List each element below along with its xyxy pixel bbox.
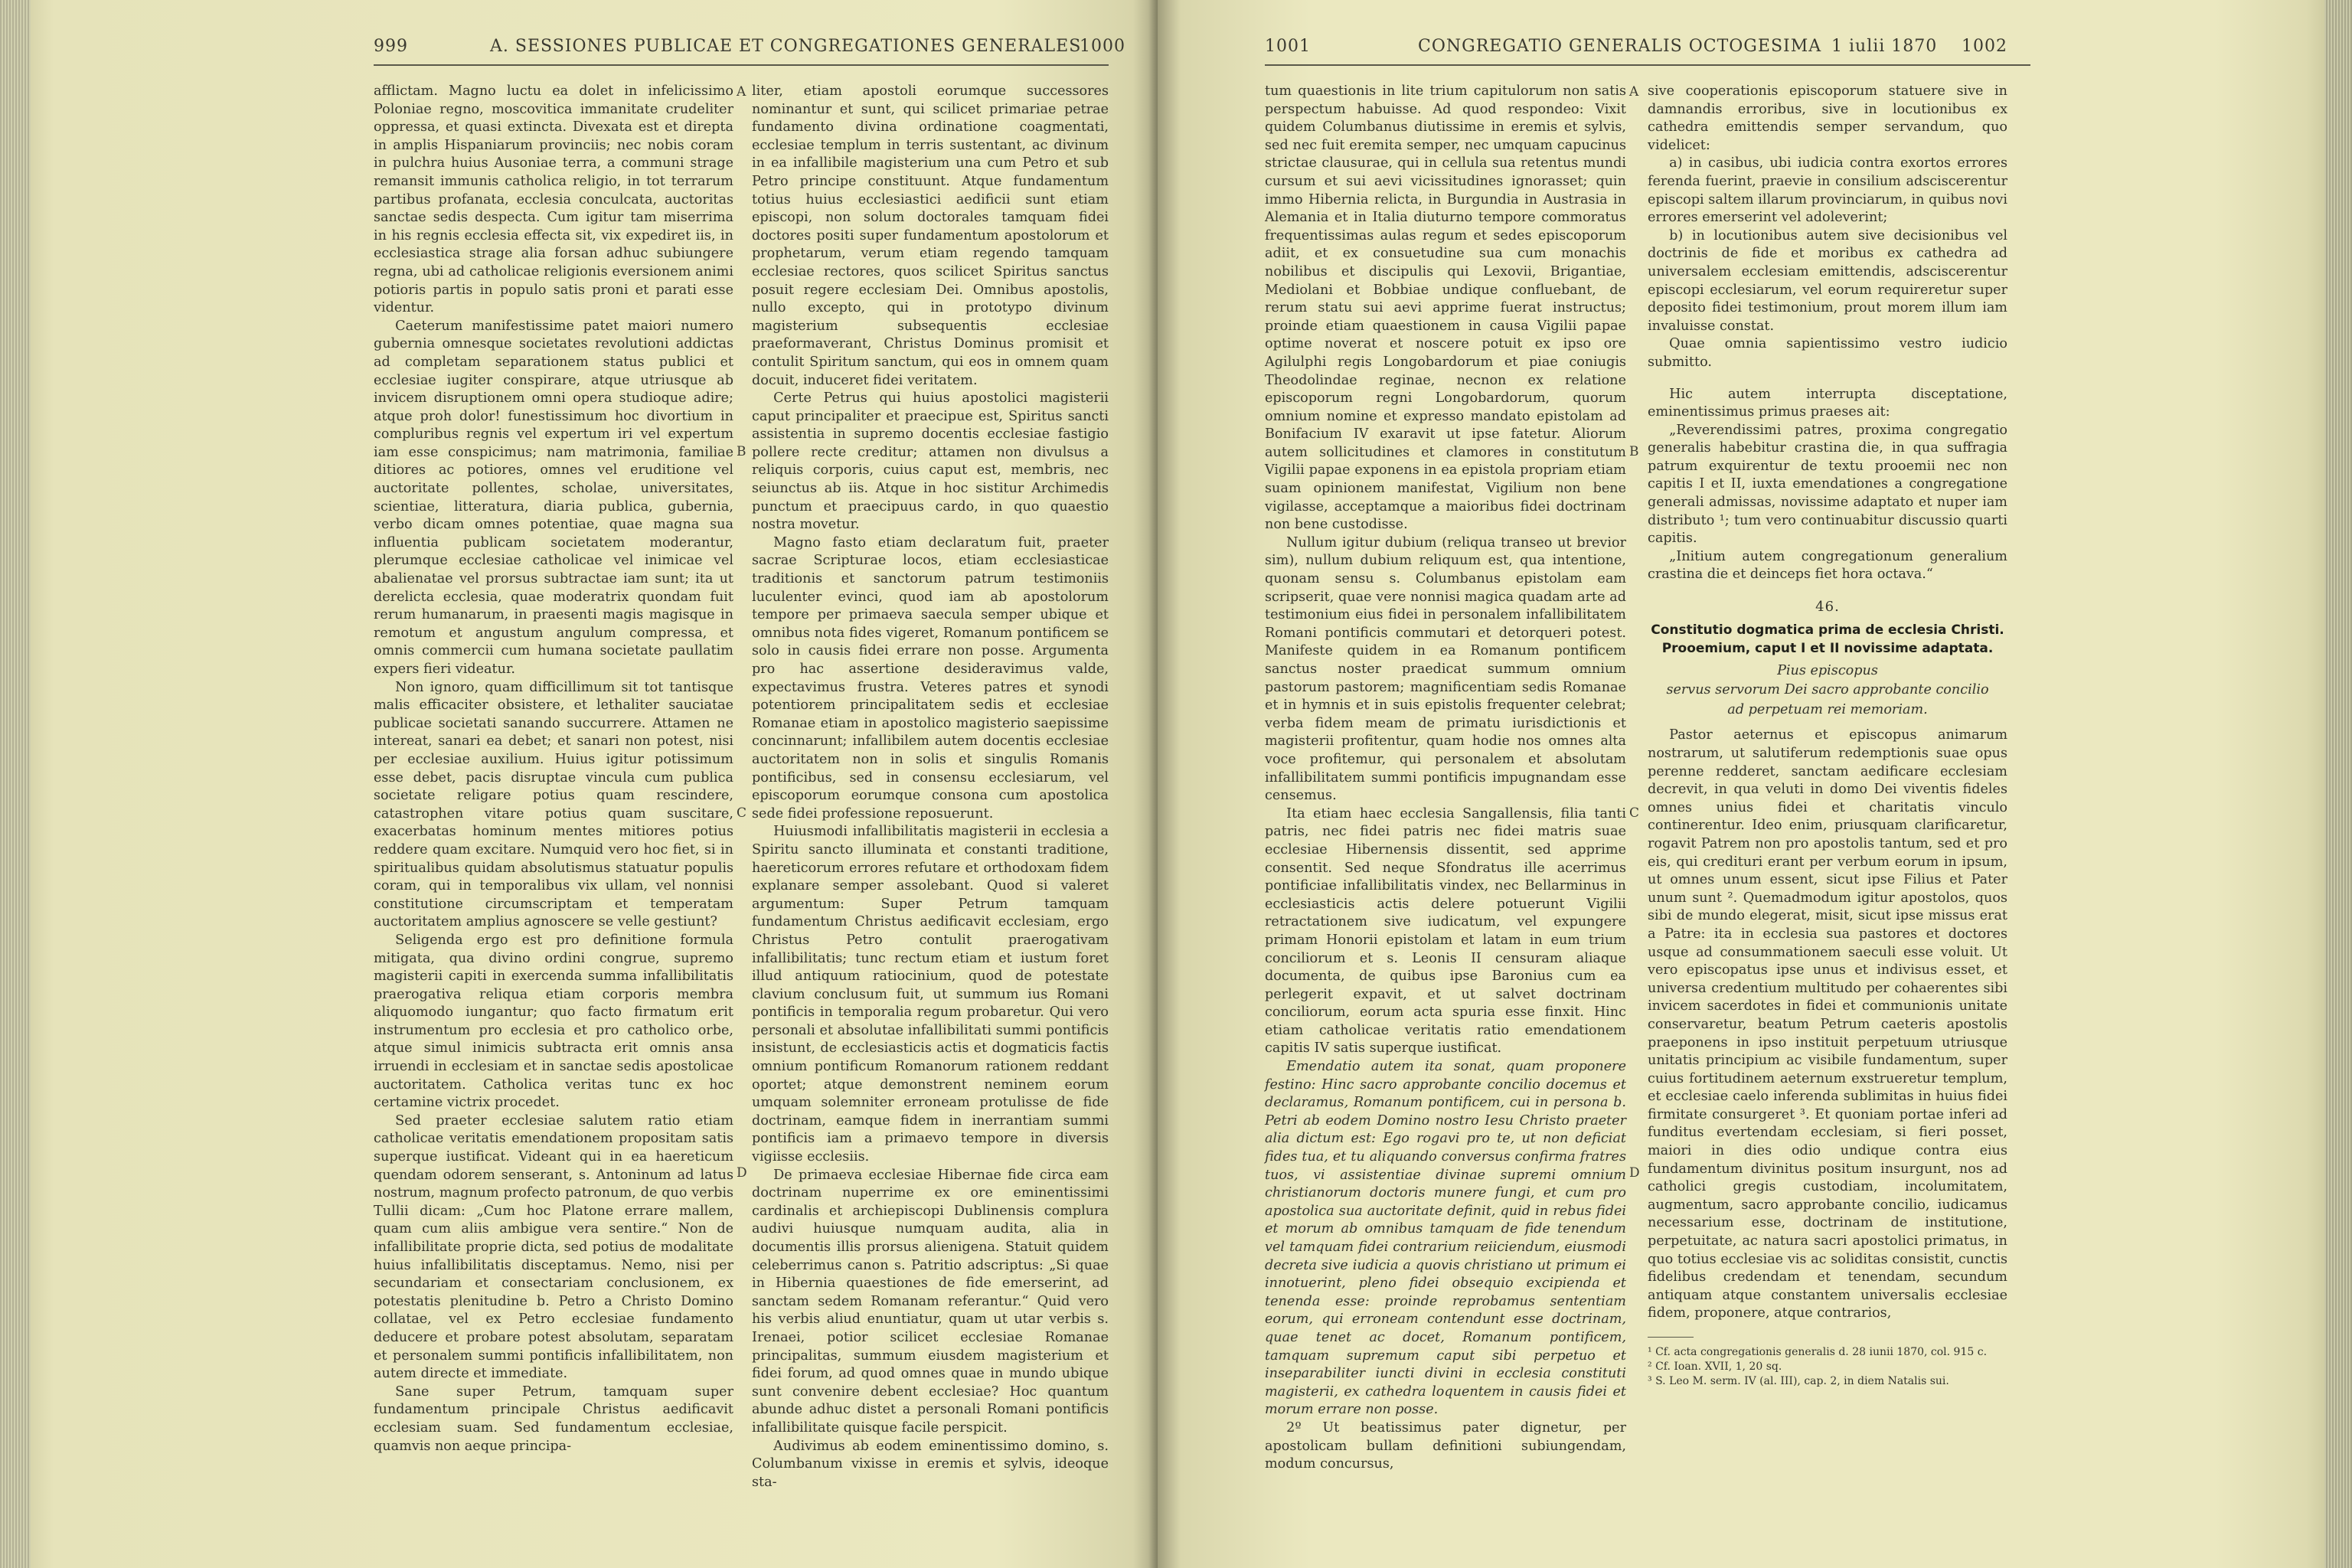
running-head-date: 1 iulii 1870 [1831, 37, 1938, 56]
running-head-left: A. SESSIONES PUBLICAE ET CONGREGATIONES GENERALES [490, 37, 1082, 56]
paragraph: liter, etiam apostoli eorumque successores nominantur et sunt, qui scilicet primariae petrae fundamento divina ordinatione coagmentati, ecclesiae templum in terris sustentant, ac divinum in ea infallibile magisterium una cum Petro et sub Petro principe constituunt. Atque fundamentum totius huius ecclesiastici aedificii sunt etiam episcopi, non solum doctorales tamquam fidei doctores positi super fundamentum apostolorum et prophetarum, verum etiam regendo tamquam ecclesiae rectores, quos scilicet Spiritus sanctus posuit regere ecclesiam Dei. Omnibus apostolis, nullo excepto, qui in prototypo divinum magisterium subsequentis ecclesiae praeformaverant, Christus Dominus promisit et contulit Spiritum sanctum, qui eos in omnem quam docuit, induceret fidei veritatem. [752, 83, 1109, 388]
paragraph: Seligenda ergo est pro definitione formula mitigata, qua divino ordini congrue, supremo magisterii capiti in exercenda summa infallibilitatis praerogativa reliqua etiam corporis membra aliquomodo iungantur; quo facto firmatum erit instrumentum pro ecclesia et pro catholico orbe, atque simul inimicis subtracta erit omnis ansa irruendi in ecclesiam et in sanctae sedis apostolicae auctoritatem. Catholica veritas tunc ex hoc certamine victrix procedet. [374, 932, 733, 1111]
paragraph: Caeterum manifestissime patet maiori numero gubernia omnesque societates revolutioni addictas ad completam separationem status publici et ecclesiae iugiter conspirare, atque utriusque ab invicem disruptionem omni opera studioque adire; atque proh dolor! funestissimum hoc divortium in compluribus regnis vel expertum iri vel expertum iam esse conspicimus; nam matrimonia, familiae ditiores ac potiores, omnes vel eruditione vel auctoritate pollentes, scholae, universitates, scientiae, litteratura, diaria publica, gubernia, verbo dicam omnes potentiae, quae magna sua influentia publicam societatem moderantur, plerumque ecclesiae catholicae vel inimicae vel abalienatae vel prorsus subtractae iam sunt; ita ut derelicta ecclesia, quae moderatrix quondam fuit rerum humanarum, in praesenti magis magisque in remotum et angustum angulum compressa, et omnis commercii cum humana societate paullatim expers fieri videatur. [374, 318, 733, 677]
page-number-1002: 1002 [1962, 37, 2007, 56]
running-head-right: CONGREGATIO GENERALIS OCTOGESIMA [1418, 37, 1822, 56]
paragraph: b) in locutionibus autem sive decisionibus vel doctrinis de fide et moribus ex cathedra ad universalem ecclesiam emittendis, adsciscerentur episcopi ecclesiarum, vel eorum requireretur super deposito fidei testimonium, prout morem illum iam invaluisse constat. [1648, 227, 2007, 334]
left-column-1 [374, 83, 733, 1455]
left-column-2 [752, 83, 1109, 1491]
page-number-1001: 1001 [1265, 37, 1311, 56]
margin-marker-a: A [1629, 84, 1639, 100]
paragraph: Sed praeter ecclesiae salutem ratio etiam catholicae veritatis emendationem propositam satis superque iustificat. Videant qui in ea haereticum quendam odorem senserant, s. Antoninum ad latus nostrum, magnum profecto patronum, de quo verbis Tullii dicam: „Cum hoc Platone errare mallem, quam cum aliis ambigue vera sentire.“ Non de infallibilitate proprie dicta, sed potius de modalitate huius infallibilitatis disceptamus. Nemo, nisi per secundariam et consectariam conclusionem, ex potestatis plenitudine b. Petro a Christo Domino collatae, vel ex Petro ecclesiae fundamento deducere et probare potest absolutam, separatam et personalem summi pontificis infallibilitatem, non autem directe et immediate. [374, 1112, 733, 1382]
paragraph: De primaeva ecclesiae Hibernae fide circa eam doctrinam nuperrime ex ore eminentissimi cardinalis et archiepiscopi Dublinensis complura audivi huiusque numquam audita, alia in documentis illis prorsus alienigena. Statuit quidem celeberrimus canon s. Patritio adscriptus: „Si quae in Hibernia quaestiones de fide emerserint, ad sanctam sedem Romanam referantur.“ Quid vero his verbis aliud enuntiatur, quam ut utar verbis s. Irenaei, potior scilicet ecclesiae Romanae principalitas, summum eiusdem magisterium et fidei forum, ad quod omnes quae in mundo ubique sunt convenire debent ecclesiae? Hoc quantum abunde adhuc distet a personali Romani pontificis infallibilitate quisque facile perspicit. [752, 1167, 1109, 1436]
paragraph: Ita etiam haec ecclesia Sangallensis, filia tanti patris, nec fidei patris nec fidei matris suae ecclesiae Hibernensis dissentit, sed apprime consentit. Sed neque Sfondratus ille acerrimus pontificiae infallibilitatis vindex, nec Bellarminus in ecclesiasticis actis delere potuerunt Vigilii retractationem sive iudicatum, vel expungere primam Honorii epistolam et latam in eum trium conciliorum et s. Leonis II censuram aliaque documenta, de quibus ipse Baronius cum ea perlegerit expavit, et ut salvet doctrinam conciliorum, eorum acta spuria esse finxit. Hinc etiam catholicae veritatis ratio emendationem capitis IV satis superque iustificat. [1265, 805, 1626, 1057]
paragraph: Magno fasto etiam declaratum fuit, praeter sacrae Scripturae locos, etiam ecclesiasticae traditionis et sanctorum patrum testimoniis luculenter evinci, quod iam ab apostolorum tempore per primaeva saecula semper ubique et omnibus nota fides vigeret, Romanum pontificem se solo in causis fidei errare non posse. Argumenta pro hac assertione desideravimus valde, expectavimus frustra. Veteres patres et synodi potentiorem principalitatem sedis et ecclesiae Romanae etiam in apostolico magisterio saepissime concinnarunt; infallibilem autem docentis ecclesiae auctoritatem non in solis et singulis Romanis pontificibus, sed in consensu ecclesiarum, vel episcoporum eorumque consona cum apostolica sede fidei professione reposuerunt. [752, 534, 1109, 822]
page-edges-left [0, 0, 31, 1568]
header-rule-right [1265, 64, 2030, 66]
right-column-1 [1265, 83, 1626, 1474]
paragraph-emendation: Emendatio autem ita sonat, quam proponere festino: Hinc sacro approbante concilio docemus et declaramus, Romanum pontificem, cui in persona b. Petri ab eodem Domino nostro Iesu Christo praeter alia dictum est: Ego rogavi pro te, ut non deficiat fides tua, et tu aliquando conversus confirma fratres tuos, vi assistentiae divinae supremi omnium christianorum doctoris munere fungi, et cum pro apostolica sua auctoritate definit, quid in rebus fidei et morum ab omnibus tamquam de fide tenendum vel tamquam fidei contrarium reiiciendum, eiusmodi decreta sive iudicia a quovis christiano ut primum ei innotuerint, pleno fidei obsequio excipienda et tenenda esse: proinde reprobamus sententiam eorum, qui erroneam contendunt esse doctrinam, quae tenet ac docet, Romanum pontificem, tamquam supremum caput sibi perpetuo et inseparabiliter iuncti divini in ecclesia constituti magisterii, ex cathedra loquentem in causis fidei et morum errare non posse. [1265, 1059, 1626, 1418]
page-edges-right [2324, 0, 2352, 1568]
paragraph: Nullum igitur dubium (reliqua transeo ut brevior sim), nullum dubium reliquum est, qua intentione, quonam sensu s. Columbanus epistolam eam scripserit, quae vere nonnisi magica quadam arte ad testimonium eius fidei in personalem infallibilitatem Romani pontificis commutari et detorqueri potest. Manifeste quidem in ea Romanum pontificem sanctus noster praedicat summum omnium pastorum pastorem; magnificentiam sedis Romanae et in hymnis et in suis epistolis frequenter celebrat; verba fidem meam de primatu iurisdictionis et magisterii profitentur, quam hodie nos omnes alta voce profitemur, qui personalem et absolutam infallibilitatem summi pontificis impugnandam esse censemus. [1265, 534, 1626, 804]
page-number-1000: 1000 [1080, 37, 1125, 56]
paragraph: „Reverendissimi patres, proxima congregatio generalis habebitur crastina die, in qua suffragia patrum exquirentur de textu prooemii nec non capitis I et II, iuxta emendationes a congregatione generali admissas, novissime adaptato et nuper iam distributo ¹; tum vero continuabitur discussio quarti capitis. [1648, 422, 2007, 547]
right-column-2 [1648, 83, 2007, 1389]
paragraph: „Initium autem congregationum generalium crastina die et deinceps fiet hora octava.“ [1648, 548, 2007, 583]
paragraph: 2º Ut beatissimus pater dignetur, per apostolicam bullam definitioni subiungendam, modum concursus, [1265, 1419, 1626, 1472]
paragraph: tum quaestionis in lite trium capitulorum non satis perspectum habuisse. Ad quod respondeo: Vixit quidem Columbanus diutissime in eremis et sylvis, sed nec fuit eremita semper, nec umquam capucinus strictae clausurae, qui in cellula sua retentus mundi cursum et sui aevi vicissitudines ignorasset; quin immo Hibernia relicta, in Burgundia in Austrasia in Alemania et in Italia diuturno tempore commoratus frequentissimas aulas regum et sedes episcoporum adiit, et ex consuetudine sua cum monachis nobilibus et discipulis qui Lexovii, Brigantiae, Mediolani et Bobbiae undique confluebant, de rerum statu sui aevi apprime fuerat instructus; proinde etiam quaestionem in causa Vigilii papae optime noverat et noscere potuit ex ipso ore Agilulphi regis Longobardorum et piae coniugis Theodolindae reginae, necnon ex relatione episcoporum regni Longobardorum, quorum omnium nomine et expresso mandato epistolam ad Bonifacium IV exaravit ut ipse fatetur. Aliorum autem sollicitudines et clamores in constitutum Vigilii papae exponens in ea epistola propriam etiam suam opinionem manifestat, Vigilium non bene vigilasse, acceptamque a maioribus fidei doctrinam non bene custodisse. [1265, 83, 1626, 533]
paragraph: Certe Petrus qui huius apostolici magisterii caput principaliter et praecipue est, Spiritus sancti assistentia in supremo docentis ecclesiae fastigio pollere recte creditur; attamen non divulsus a reliquis corporis, cuius caput est, membris, nec seiunctus ab iis. Atque in hoc sistitur Archimedis punctum et praecipuus cardo, in quo quaestio nostra movetur. [752, 390, 1109, 533]
paragraph: Sane super Petrum, tamquam super fundamentum principale Christus aedificavit ecclesiam suam. Sed fundamentum ecclesiae, quamvis non aeque principa- [374, 1383, 733, 1454]
margin-marker-b: B [737, 444, 746, 459]
margin-marker-c: C [1629, 805, 1640, 821]
margin-marker-b: B [1629, 444, 1639, 459]
right-page [1158, 0, 2352, 1568]
section-title [1648, 621, 2007, 658]
paragraph: Audivimus ab eodem eminentissimo domino, s. Columbanum vixisse in eremis et sylvis, ideoque sta- [752, 1438, 1109, 1490]
footnote: ¹ Cf. acta congregationis generalis d. 28 iunii 1870, col. 915 c. [1648, 1346, 1988, 1358]
section-number: 46. [1815, 599, 1840, 616]
margin-marker-d: D [737, 1165, 747, 1181]
section-title-line: Prooemium, caput I et II novissime adaptata. [1661, 640, 1994, 656]
footnote: ² Cf. Ioan. XVII, 1, 20 sq. [1648, 1361, 1782, 1373]
paragraph: Hic autem interrupta disceptatione, eminentissimus primus praeses ait: [1648, 386, 2007, 420]
margin-marker-d: D [1629, 1165, 1640, 1181]
margin-marker-c: C [737, 805, 747, 821]
paragraph: a) in casibus, ubi iudicia contra exortos errores ferenda fuerint, praevie in consilium adsciscerentur episcopi saltem illarum provinciarum, in quibus novi errores emerserint vel adoleverint; [1648, 155, 2007, 226]
paragraph: Huiusmodi infallibilitatis magisterii in ecclesia a Spiritu sancto illuminata et constanti traditione, haereticorum errores refutare et orthodoxam fidem explanare semper assolebant. Quod si valeret argumentum: Super Petrum tamquam fundamentum Christus aedificavit ecclesiam, ergo Christus Petro contulit praerogativam infallibilitatis; tunc rectum etiam et iustum foret illud antiquum ratiocinium, quod de potestate clavium conclusum fuit, ut summum ius Romani pontificis in temporalia regum probaretur. Qui vero personali et absolutae infallibilitati summi pontificis insistunt, de ecclesiasticis actis et dogmaticis factis omnium pontificum Romanorum rationem reddant oportet; atque demonstrent neminem eorum umquam solemniter erroneam protulisse de fide doctrinam, eamque fidem in inerrantiam summi pontificis iam a primaevo tempore in diversis vigiisse ecclesiis. [752, 824, 1109, 1165]
section-title-line: Constitutio dogmatica prima de ecclesia Christi. [1651, 622, 2004, 638]
paragraph: sive cooperationis episcoporum statuere sive in damnandis erroribus, sive in locutionibus ex cathedra emittendis semper servandum, quo videlicet: [1648, 83, 2007, 153]
paragraph: afflictam. Magno luctu ea dolet in infelicissimo Poloniae regno, moscovitica immanitate crudeliter oppressa, et quasi extincta. Divexata est et direpta in amplis Hispaniarum provinciis; nec nobis coram in pulchra huius Ausoniae terra, a communi strage remansit immunis catholica religio, in tot terrarum partibus profanata, ecclesia conculcata, auctoritas sanctae sedis despecta. Cum igitur tam miserrima in his regnis ecclesia effecta sit, vix expediret iis, in ecclesiastica strage alia forsan adhuc subiungere regna, ubi ad catholicae religionis eversionem animi potioris partis in populo satis proni et parati esse videntur. [374, 83, 733, 316]
section-pius: Pius episcopus [1777, 662, 1878, 678]
footnote: ³ S. Leo M. serm. IV (al. III), cap. 2, in diem Natalis sui. [1648, 1375, 1949, 1387]
spacer [1648, 372, 2007, 386]
paragraph: Quae omnia sapientissimo vestro iudicio submitto. [1648, 336, 2007, 370]
left-page [0, 0, 1158, 1568]
footnote-rule [1648, 1337, 1694, 1338]
section-servus: servus servorum Dei sacro approbante concilio [1666, 682, 1989, 698]
paragraph: Non ignoro, quam difficillimum sit tot tantisque malis efficaciter obsistere, et lethaliter sauciatae publicae societati sanando succurrere. Attamen ne intereat, sanari ea debet; et sanari non potest, nisi per ecclesiae auxilium. Huius igitur potissimum esse debet, pacis disruptae vincula cum publica societate religare potius quam rescindere, catastrophen vitare potius quam suscitare, exacerbatas hominum mentes mitiores potius reddere quam excitare. Numquid vero hoc fiet, si in spiritualibus quidam absolutismus statuatur populis coram, qui in temporalibus vix ullam, vel nonnisi constitutione circumscriptam et temperatam auctoritatem amplius agnoscere se velle gestiunt? [374, 679, 733, 930]
header-rule-left [374, 64, 1109, 66]
page-number-999: 999 [374, 37, 408, 56]
paragraph: Pastor aeternus et episcopus animarum nostrarum, ut salutiferum redemptionis suae opus perenne redderet, sanctam aedificare ecclesiam decrevit, in qua veluti in domo Dei viventis fideles omnes unius fidei et charitatis vinculo continerentur. Ideo enim, priusquam clarificaretur, rogavit Patrem non pro apostolis tantum, sed et pro eis, qui credituri erant per verbum eorum in ipsum, ut omnes unum essent, sicut ipse Filius et Pater unum sunt ². Quemadmodum igitur apostolos, quos sibi de mundo elegerat, misit, sicut ipse missus erat a Patre: ita in ecclesia sua pastores et doctores usque ad consummationem saeculi esse voluit. Ut vero episcopatus ipse unus et indivisus esset, et universa credentium multitudo per cohaerentes sibi invicem sacerdotes in fidei et communionis unitate conservaretur, beatum Petrum caeteris apostolis praeponens in ipso instituit perpetuum utriusque unitatis principium ac visibile fundamentum, super cuius fortitudinem aeternum exstrueretur templum, et ecclesiae caelo inferenda sublimitas in huius fidei firmitate consurgeret ³. Et quoniam portae inferi ad funditus evertendam ecclesiam, si fieri posset, maiori in dies odio undique contra eius fundamentum divinitus positum insurgunt, nos ad catholici gregis custodiam, incolumitatem, augmentum, sacro approbante concilio, iudicamus necessarium esse, doctrinam de institutione, perpetuitate, ac natura sacri apostolici primatus, in quo totius ecclesiae vis ac soliditas consistit, cunctis fidelibus credendam et tenendam, secundum antiquam atque constantem universalis ecclesiae fidem, proponere, atque contrarios, [1648, 727, 2007, 1321]
section-memoriam: ad perpetuam rei memoriam. [1727, 701, 1928, 717]
margin-marker-a: A [737, 84, 746, 100]
